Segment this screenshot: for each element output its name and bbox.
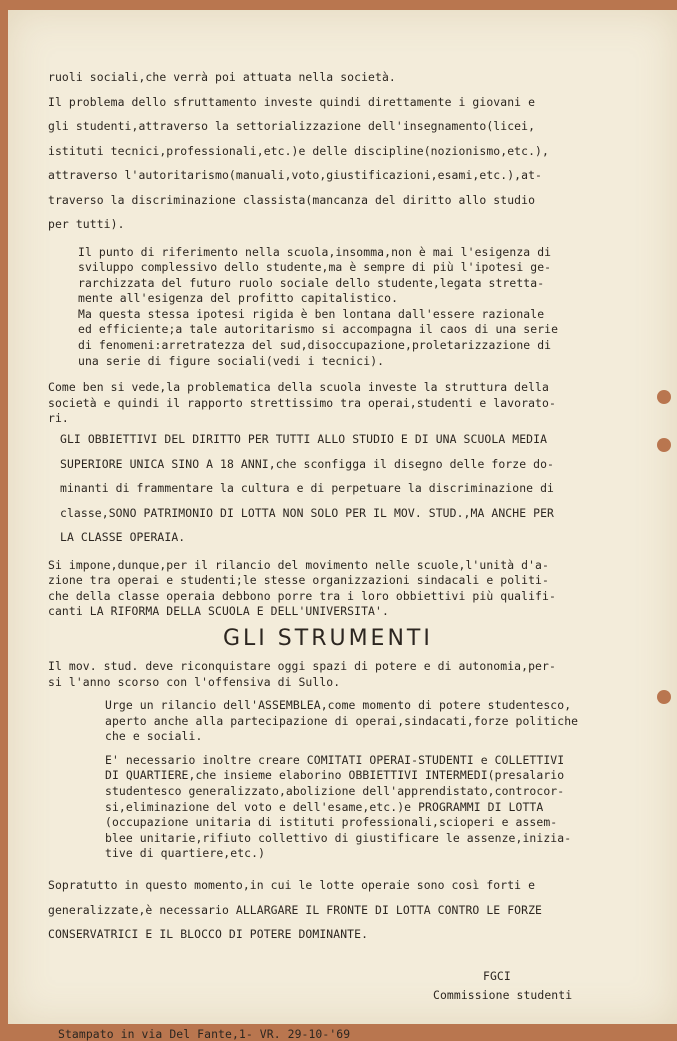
text-line: LA CLASSE OPERAIA. <box>60 530 186 545</box>
text-line: Come ben si vede,la problematica della scuola investe la struttura della <box>48 380 549 395</box>
signature-committee: Commissione studenti <box>433 987 573 1002</box>
text-line: si,eliminazione del voto e dell'esame,etc.)e PROGRAMMI DI LOTTA <box>105 799 544 814</box>
text-line: rarchizzata del futuro ruolo sociale dello studente,legata stretta- <box>78 275 545 290</box>
text-line: Urge un rilancio dell'ASSEMBLEA,come momento di potere studentesco, <box>105 698 572 713</box>
mov-paragraph <box>48 659 653 690</box>
text-line: generalizzate,è necessario ALLARGARE IL FRONTE DI LOTTA CONTRO LE FORZE <box>48 902 542 917</box>
text-line: (occupazione unitaria di istituti professionali,scioperi e assem- <box>105 815 558 830</box>
punch-hole <box>657 438 671 452</box>
signature-org: FGCI <box>483 968 511 983</box>
text-line: ri. <box>48 411 69 426</box>
text-line: società e quindi il rapporto strettissimo tra operai,studenti e lavorato- <box>48 395 556 410</box>
text-line: per tutti). <box>48 217 125 231</box>
print-footer: Stampato in via Del Fante,1- VR. 29-10-'69 <box>58 1026 351 1041</box>
come-paragraph <box>48 380 653 427</box>
text-line: Si impone,dunque,per il rilancio del movimento nelle scuole,l'unità d'a- <box>48 557 549 572</box>
text-line: zione tra operai e studenti;le stesse organizzazioni sindacali e politi- <box>48 573 549 588</box>
intro-paragraph <box>48 65 653 237</box>
text-line: minanti di frammentare la cultura e di perpetuare la discriminazione di <box>60 481 554 496</box>
text-line: traverso la discriminazione classista(mancanza del diritto allo studio <box>48 192 536 207</box>
text-line: tive di quartiere,etc.) <box>105 846 266 861</box>
text-line: studentesco generalizzato,abolizione dell'apprendistato,controcor- <box>105 784 565 799</box>
text-line: Il problema dello sfruttamento investe quindi direttamente i giovani e <box>48 94 536 109</box>
document-text <box>48 65 653 1041</box>
text-line: ed efficiente;a tale autoritarismo si accompagna il caos di una serie <box>78 322 559 337</box>
text-line: mente all'esigenza del profitto capitalistico. <box>78 291 399 306</box>
text-line: SUPERIORE UNICA SINO A 18 ANNI,che sconfigga il disegno delle forze do- <box>60 456 554 471</box>
text-line: blee unitarie,rifiuto collettivo di giustificare le assenze,inizia- <box>105 830 572 845</box>
text-line: Ma questa stessa ipotesi rigida è ben lontana dall'essere razionale <box>78 306 545 321</box>
text-line: che della classe operaia debbono porre tra i loro obbiettivi più qualifi- <box>48 588 556 603</box>
punch-hole <box>657 690 671 704</box>
text-line: CONSERVATRICI E IL BLOCCO DI POTERE DOMINANTE. <box>48 927 369 942</box>
text-line: una serie di figure sociali(vedi i tecnici). <box>78 353 385 368</box>
text-line: gli studenti,attraverso la settorializzazione dell'insegnamento(licei, <box>48 119 536 133</box>
text-line: canti LA RIFORMA DELLA SCUOLA E DELL'UNIVERSITA'. <box>48 604 389 619</box>
sopratutto-paragraph <box>48 873 653 947</box>
text-line: DI QUARTIERE,che insieme elaborino OBBIETTIVI INTERMEDI(presalario <box>105 768 565 783</box>
indented-paragraph <box>78 245 653 370</box>
text-line: istituti tecnici,professionali,etc.)e delle discipline(nozionismo,etc.), <box>48 143 549 158</box>
impone-paragraph <box>48 558 653 620</box>
text-line: di fenomeni:arretratezza del sud,disoccupazione,proletarizzazione di <box>78 338 552 353</box>
signature-block <box>433 967 653 1005</box>
document-page <box>8 10 677 1041</box>
text-line: attraverso l'autoritarismo(manuali,voto,giustificazioni,esami,etc.),at- <box>48 168 542 182</box>
punch-hole <box>657 390 671 404</box>
text-line: Sopratutto in questo momento,in cui le lotte operaie sono così forti e <box>48 878 536 893</box>
text-line: GLI OBBIETTIVI DEL DIRITTO PER TUTTI ALLO STUDIO E DI UNA SCUOLA MEDIA <box>60 432 548 447</box>
section-title: GLI STRUMENTI <box>223 625 433 651</box>
text-line: che e sociali. <box>105 729 203 744</box>
obiettivi-paragraph <box>60 427 653 550</box>
text-line: sviluppo complessivo dello studente,ma è sempre di più l'ipotesi ge- <box>78 260 552 275</box>
text-line: si l'anno scorso con l'offensiva di Sullo. <box>48 674 341 689</box>
text-line: aperto anche alla partecipazione di operai,sindacati,forze politiche <box>105 713 579 728</box>
urge-paragraph <box>105 698 653 745</box>
text-line: E' necessario inoltre creare COMITATI OPERAI-STUDENTI e COLLETTIVI <box>105 752 565 767</box>
text-line: Il mov. stud. deve riconquistare oggi spazi di potere e di autonomia,per- <box>48 658 556 673</box>
necessario-paragraph <box>105 753 653 862</box>
text-line: classe,SONO PATRIMONIO DI LOTTA NON SOLO PER IL MOV. STUD.,MA ANCHE PER <box>60 505 554 520</box>
text-line: ruoli sociali,che verrà poi attuata nella società. <box>48 70 396 84</box>
text-line: Il punto di riferimento nella scuola,insomma,non è mai l'esigenza di <box>78 244 552 259</box>
